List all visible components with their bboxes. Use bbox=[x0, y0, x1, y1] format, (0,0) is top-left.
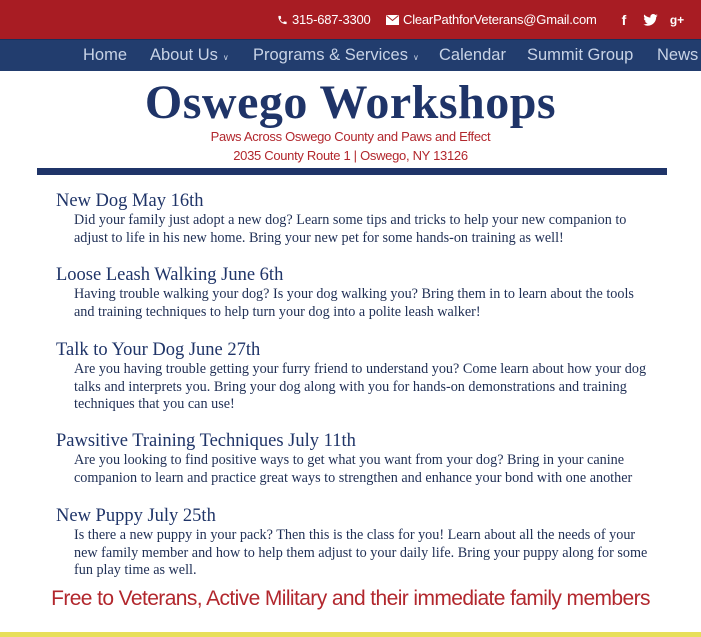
top-contact-bar bbox=[0, 0, 701, 39]
facebook-icon[interactable]: f bbox=[621, 11, 627, 28]
email-address: ClearPathforVeterans@Gmail.com bbox=[403, 12, 597, 27]
workshop-title: New Puppy July 25th bbox=[56, 506, 216, 526]
envelope-icon bbox=[386, 15, 399, 25]
workshop-description: Are you looking to find positive ways to get what you want from your dog? Bring in your canine companion to learn and practice great ways to strengthen and enhance your bond with one another bbox=[74, 452, 633, 486]
email-link[interactable] bbox=[386, 0, 597, 39]
nav-item-programs-services[interactable] bbox=[253, 40, 419, 71]
nav-item-label: Summit Group bbox=[527, 46, 634, 64]
nav-item-summit-group[interactable] bbox=[527, 40, 633, 71]
workshop-description: Having trouble walking your dog? Is your dog walking you? Bring them in to learn about the tools and training techniques to help turn your dog into a polite leash walker! bbox=[74, 286, 634, 320]
nav-item-calendar[interactable] bbox=[439, 40, 506, 71]
chevron-down-icon: ∨ bbox=[222, 52, 229, 62]
workshop-item bbox=[56, 339, 656, 414]
nav-item-home[interactable] bbox=[83, 40, 127, 71]
twitter-icon[interactable] bbox=[642, 0, 658, 39]
workshop-title: Talk to Your Dog June 27th bbox=[56, 340, 261, 360]
page-subtitle-organizations: Paws Across Oswego County and Paws and Effect bbox=[210, 129, 491, 144]
workshop-description: Is there a new puppy in your pack? Then this is the class for you! Learn about all the needs of your new family member and how to help them adjust to your daily life. Bring your puppy along for some fun play time as well. bbox=[74, 527, 648, 578]
google-plus-icon[interactable]: g+ bbox=[669, 12, 685, 27]
phone-number: 315-687-3300 bbox=[292, 12, 371, 27]
bottom-accent-strip bbox=[0, 632, 701, 637]
nav-item-label: Calendar bbox=[439, 46, 506, 64]
main-navigation bbox=[0, 39, 701, 71]
header-divider bbox=[37, 168, 667, 175]
nav-item-about-us[interactable] bbox=[150, 40, 229, 71]
phone-icon bbox=[277, 14, 288, 26]
page-subtitle-address: 2035 County Route 1 | Oswego, NY 13126 bbox=[233, 148, 468, 163]
nav-item-label: About Us bbox=[150, 46, 218, 64]
nav-item-label: News bbox=[657, 46, 699, 64]
nav-item-label: Programs & Services bbox=[253, 46, 408, 64]
workshop-item bbox=[56, 190, 656, 247]
workshop-item bbox=[56, 264, 656, 321]
nav-item-label: Home bbox=[83, 46, 128, 64]
free-for-veterans-note: Free to Veterans, Active Military and their immediate family members bbox=[51, 587, 650, 610]
workshop-item bbox=[56, 430, 656, 487]
workshop-title: New Dog May 16th bbox=[56, 191, 204, 211]
chevron-down-icon: ∨ bbox=[412, 52, 419, 62]
workshop-description: Did your family just adopt a new dog? Learn some tips and tricks to help your new companion to adjust to life in his new home. Bring your new pet for some hands-on training as well! bbox=[74, 212, 627, 246]
workshop-item bbox=[56, 505, 656, 580]
phone-link[interactable] bbox=[277, 0, 371, 39]
workshop-title: Loose Leash Walking June 6th bbox=[56, 265, 284, 285]
page-title: Oswego Workshops bbox=[144, 76, 557, 129]
workshop-description: Are you having trouble getting your furry friend to understand you? Come learn about how your dog talks and interprets you. Bring your dog along with you for hands-on demonstrations and training techniques that you can use! bbox=[74, 361, 647, 412]
workshop-title: Pawsitive Training Techniques July 11th bbox=[56, 431, 356, 451]
nav-item-news[interactable] bbox=[657, 40, 698, 71]
